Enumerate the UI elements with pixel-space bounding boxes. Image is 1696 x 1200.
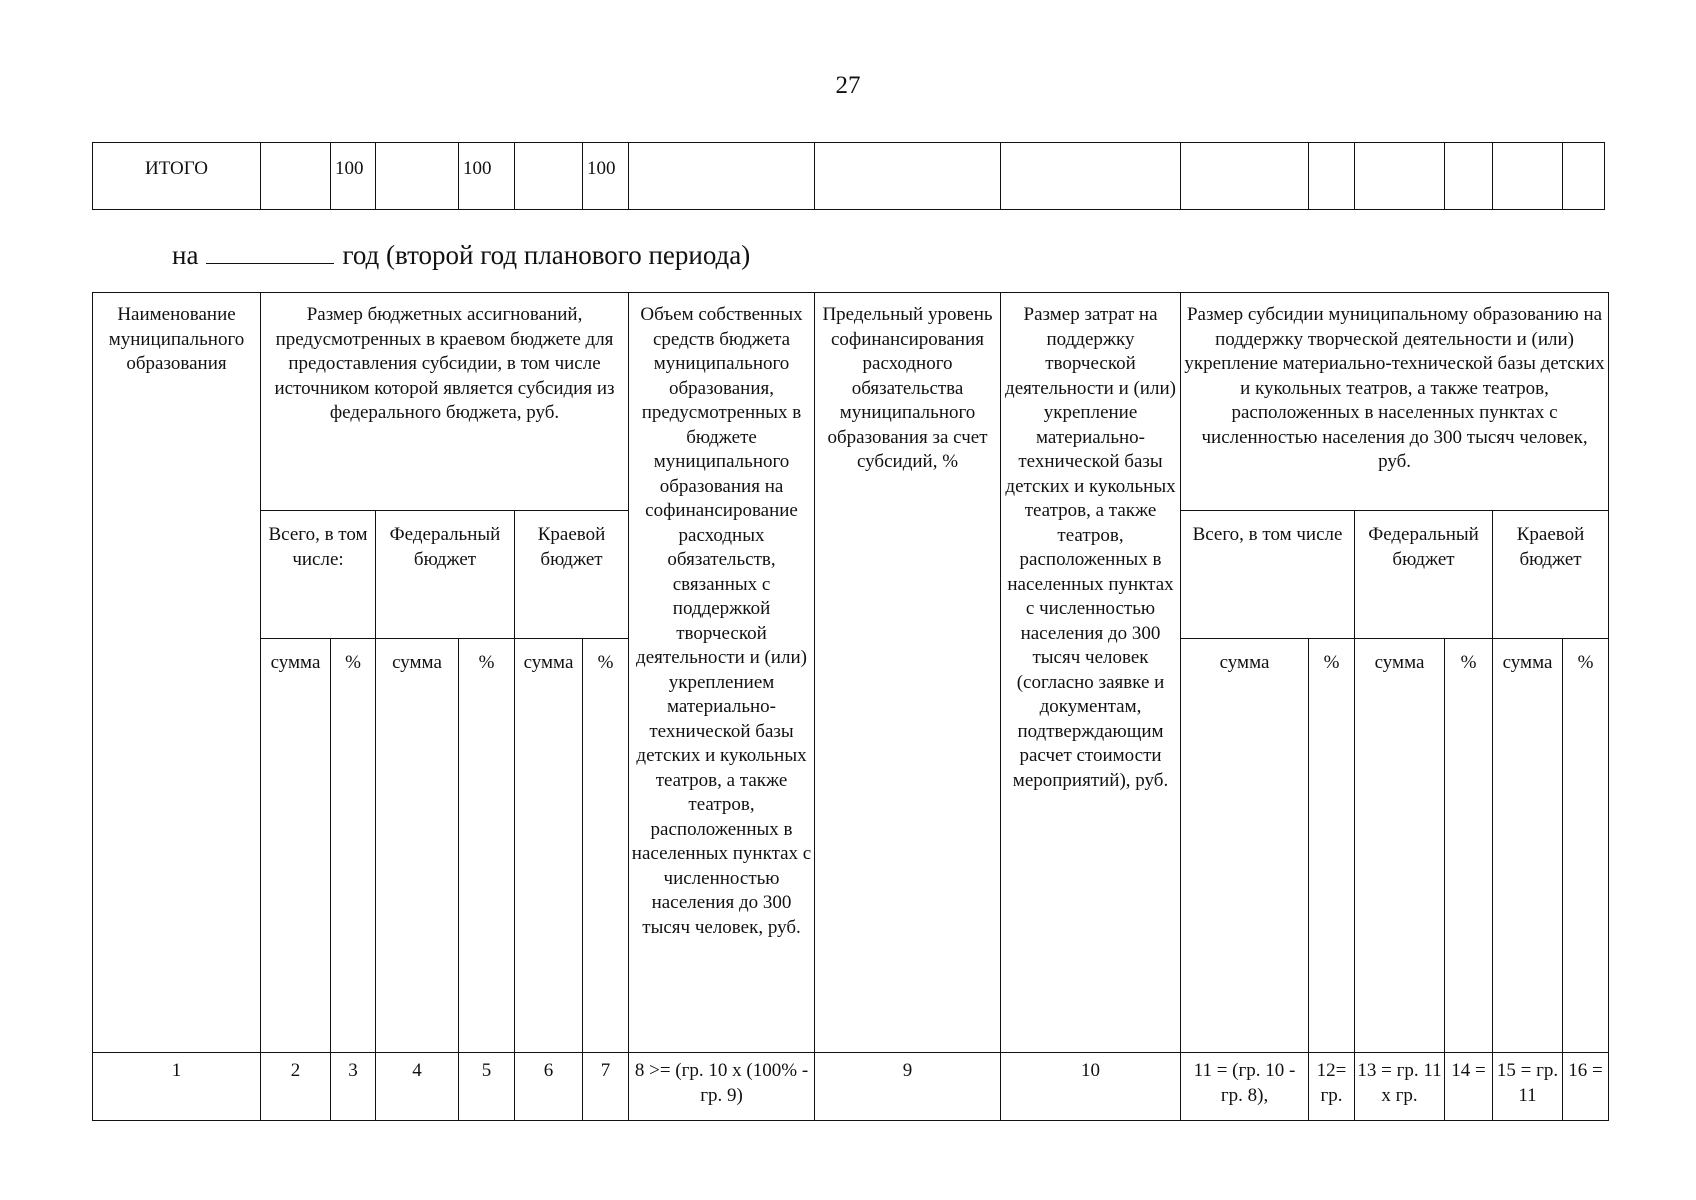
itogo-cell: 100 xyxy=(331,143,376,210)
column-number-row xyxy=(93,1053,1609,1121)
budget-regional-header: Краевой бюджет xyxy=(515,511,629,639)
column-number: 16 = xyxy=(1563,1053,1609,1121)
itogo-cell xyxy=(1445,143,1493,210)
header-costs: Размер затрат на поддержку творческой деятельности и (или) укрепление материально-технической базы детских и кукольных театров, а также театров, расположенных в населенных пунктах с численностью населения до 300 тысяч человек (согласно заявке и документам, подтверждающим расчет стоимости мероприятий), руб. xyxy=(1001,293,1181,1053)
budget-total-header: Всего, в том числе: xyxy=(261,511,376,639)
subsidy-total-header: Всего, в том числе xyxy=(1181,511,1355,639)
sum-label: сумма xyxy=(1181,639,1309,1053)
sum-label: сумма xyxy=(1493,639,1563,1053)
itogo-cell xyxy=(1493,143,1563,210)
header-municipality-name: Наименование муниципального образования xyxy=(93,293,261,1053)
column-number: 6 xyxy=(515,1053,583,1121)
column-number: 7 xyxy=(583,1053,629,1121)
itogo-cell xyxy=(629,143,815,210)
subsidy-federal-header: Федеральный бюджет xyxy=(1355,511,1493,639)
pct-label: % xyxy=(1309,639,1355,1053)
column-number: 12= гр. xyxy=(1309,1053,1355,1121)
itogo-label: ИТОГО xyxy=(93,143,261,210)
column-number: 2 xyxy=(261,1053,331,1121)
header-cofinancing-limit: Предельный уровень софинансирования расходного обязательства муниципального образования за счет субсидий, % xyxy=(815,293,1001,1053)
itogo-cell xyxy=(261,143,331,210)
itogo-cell xyxy=(815,143,1001,210)
itogo-row-table xyxy=(92,142,1605,210)
sum-label: сумма xyxy=(515,639,583,1053)
pct-label: % xyxy=(1563,639,1609,1053)
column-number: 14 = xyxy=(1445,1053,1493,1121)
itogo-cell xyxy=(515,143,583,210)
itogo-cell xyxy=(1001,143,1181,210)
column-number: 13 = гр. 11 x гр. xyxy=(1355,1053,1445,1121)
budget-federal-header: Федеральный бюджет xyxy=(376,511,515,639)
itogo-cell: 100 xyxy=(583,143,629,210)
sum-label: сумма xyxy=(261,639,331,1053)
section-title-suffix: год (второй год планового периода) xyxy=(342,240,751,270)
section-title-prefix: на xyxy=(172,240,199,270)
header-own-funds: Объем собственных средств бюджета муниципального образования, предусмотренных в бюджете муниципального образования на софинансирование расходных обязательств, связанных с поддержкой творческой деятельности и (или) укреплением материально-технической базы детских и кукольных театров, а также театров, расположенных в населенных пунктах с численностью населения до 300 тысяч человек, руб. xyxy=(629,293,815,1053)
pct-label: % xyxy=(459,639,515,1053)
subsidy-table xyxy=(92,292,1609,1121)
itogo-cell xyxy=(1309,143,1355,210)
pct-label: % xyxy=(331,639,376,1053)
header-row-top xyxy=(93,293,1609,511)
column-number: 5 xyxy=(459,1053,515,1121)
header-subsidy-size: Размер субсидии муниципальному образованию на поддержку творческой деятельности и (или) укрепление материально-технической базы детских и кукольных театров, а также театров, расположенных в населенных пунктах с численностью населения до 300 тысяч человек, руб. xyxy=(1181,293,1609,511)
itogo-cell xyxy=(1355,143,1445,210)
column-number: 4 xyxy=(376,1053,459,1121)
page-number: 27 xyxy=(835,72,861,99)
column-number: 8 >= (гр. 10 x (100% - гр. 9) xyxy=(629,1053,815,1121)
sum-label: сумма xyxy=(1355,639,1445,1053)
column-number: 3 xyxy=(331,1053,376,1121)
itogo-cell xyxy=(1563,143,1605,210)
itogo-cell: 100 xyxy=(459,143,515,210)
year-blank-line xyxy=(206,241,334,264)
subsidy-regional-header: Краевой бюджет xyxy=(1493,511,1609,639)
itogo-row xyxy=(93,143,1605,210)
column-number: 9 xyxy=(815,1053,1001,1121)
header-budget-allocations: Размер бюджетных ассигнований, предусмотренных в краевом бюджете для предоставления субсидии, в том числе источником которой является субсидия из федерального бюджета, руб. xyxy=(261,293,629,511)
pct-label: % xyxy=(583,639,629,1053)
itogo-cell xyxy=(1181,143,1309,210)
column-number: 10 xyxy=(1001,1053,1181,1121)
section-title xyxy=(172,240,750,271)
column-number: 11 = (гр. 10 - гр. 8), xyxy=(1181,1053,1309,1121)
column-number: 15 = гр. 11 xyxy=(1493,1053,1563,1121)
itogo-cell xyxy=(376,143,459,210)
column-number: 1 xyxy=(93,1053,261,1121)
pct-label: % xyxy=(1445,639,1493,1053)
sum-label: сумма xyxy=(376,639,459,1053)
